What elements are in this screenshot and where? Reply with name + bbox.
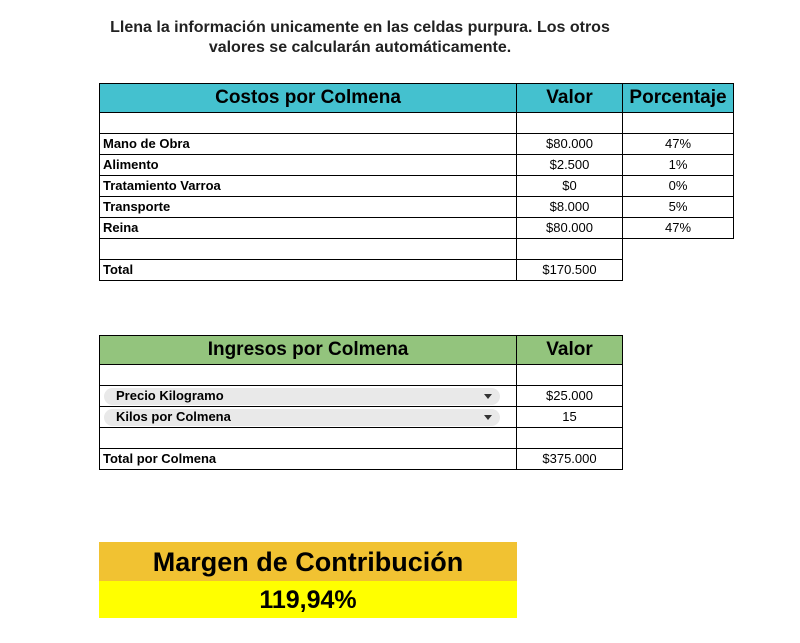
- costs-header-row: [100, 84, 734, 113]
- cost-value[interactable]: $2.500: [517, 155, 623, 176]
- income-total-row: [100, 449, 623, 470]
- dropdown-chip-kilos[interactable]: [104, 409, 500, 426]
- costs-header-percent[interactable]: Porcentaje: [623, 84, 734, 113]
- cell-empty[interactable]: [623, 113, 734, 134]
- contribution-margin-box: [99, 542, 517, 618]
- income-total-value[interactable]: $375.000: [517, 449, 623, 470]
- cost-label[interactable]: Transporte: [100, 197, 517, 218]
- cell-empty[interactable]: [100, 239, 517, 260]
- cost-label[interactable]: Alimento: [100, 155, 517, 176]
- costs-header-value[interactable]: Valor: [517, 84, 623, 113]
- margin-title[interactable]: Margen de Contribución: [99, 542, 517, 581]
- chevron-down-icon[interactable]: [484, 394, 492, 399]
- margin-value[interactable]: 119,94%: [99, 581, 517, 618]
- cost-percent[interactable]: 0%: [623, 176, 734, 197]
- income-value[interactable]: 15: [517, 407, 623, 428]
- cost-percent[interactable]: 1%: [623, 155, 734, 176]
- cost-label[interactable]: Reina: [100, 218, 517, 239]
- dropdown-chip-price[interactable]: [104, 388, 500, 405]
- table-row: [100, 407, 623, 428]
- cost-percent[interactable]: 47%: [623, 134, 734, 155]
- cell-empty[interactable]: [517, 239, 623, 260]
- table-row: [100, 386, 623, 407]
- income-value[interactable]: $25.000: [517, 386, 623, 407]
- cost-value[interactable]: $80.000: [517, 218, 623, 239]
- income-label-cell[interactable]: [100, 386, 517, 407]
- table-row: [100, 134, 734, 155]
- income-header-concept[interactable]: Ingresos por Colmena: [100, 336, 517, 365]
- income-label: Kilos por Colmena: [116, 409, 231, 425]
- cell-empty: [623, 260, 734, 281]
- costs-header-concept[interactable]: Costos por Colmena: [100, 84, 517, 113]
- income-table: [99, 335, 623, 470]
- instructions-line-1: Llena la información unicamente en las celdas purpura. Los otros: [110, 19, 610, 36]
- instructions-line-2: valores se calcularán automáticamente.: [208, 39, 512, 56]
- costs-total-label[interactable]: Total: [100, 260, 517, 281]
- cell-empty: [623, 239, 734, 260]
- table-row: [100, 197, 734, 218]
- cell-empty[interactable]: [517, 365, 623, 386]
- table-row: [100, 176, 734, 197]
- cost-value[interactable]: $80.000: [517, 134, 623, 155]
- instructions-text: [100, 18, 620, 58]
- cell-empty[interactable]: [100, 365, 517, 386]
- costs-total-value[interactable]: $170.500: [517, 260, 623, 281]
- income-empty-row: [100, 365, 623, 386]
- cost-value[interactable]: $0: [517, 176, 623, 197]
- table-row: [100, 218, 734, 239]
- costs-empty-row: [100, 113, 734, 134]
- cost-value[interactable]: $8.000: [517, 197, 623, 218]
- income-empty-row: [100, 428, 623, 449]
- cost-percent[interactable]: 47%: [623, 218, 734, 239]
- income-total-label[interactable]: Total por Colmena: [100, 449, 517, 470]
- cell-empty[interactable]: [100, 428, 517, 449]
- cell-empty[interactable]: [517, 428, 623, 449]
- costs-empty-row: [100, 239, 734, 260]
- cost-percent[interactable]: 5%: [623, 197, 734, 218]
- table-row: [100, 155, 734, 176]
- income-header-value[interactable]: Valor: [517, 336, 623, 365]
- income-label-cell[interactable]: [100, 407, 517, 428]
- income-header-row: [100, 336, 623, 365]
- costs-total-row: [100, 260, 734, 281]
- chevron-down-icon[interactable]: [484, 415, 492, 420]
- cost-label[interactable]: Mano de Obra: [100, 134, 517, 155]
- income-label: Precio Kilogramo: [116, 388, 224, 404]
- cost-label[interactable]: Tratamiento Varroa: [100, 176, 517, 197]
- cell-empty[interactable]: [517, 113, 623, 134]
- costs-table: [99, 83, 734, 281]
- cell-empty[interactable]: [100, 113, 517, 134]
